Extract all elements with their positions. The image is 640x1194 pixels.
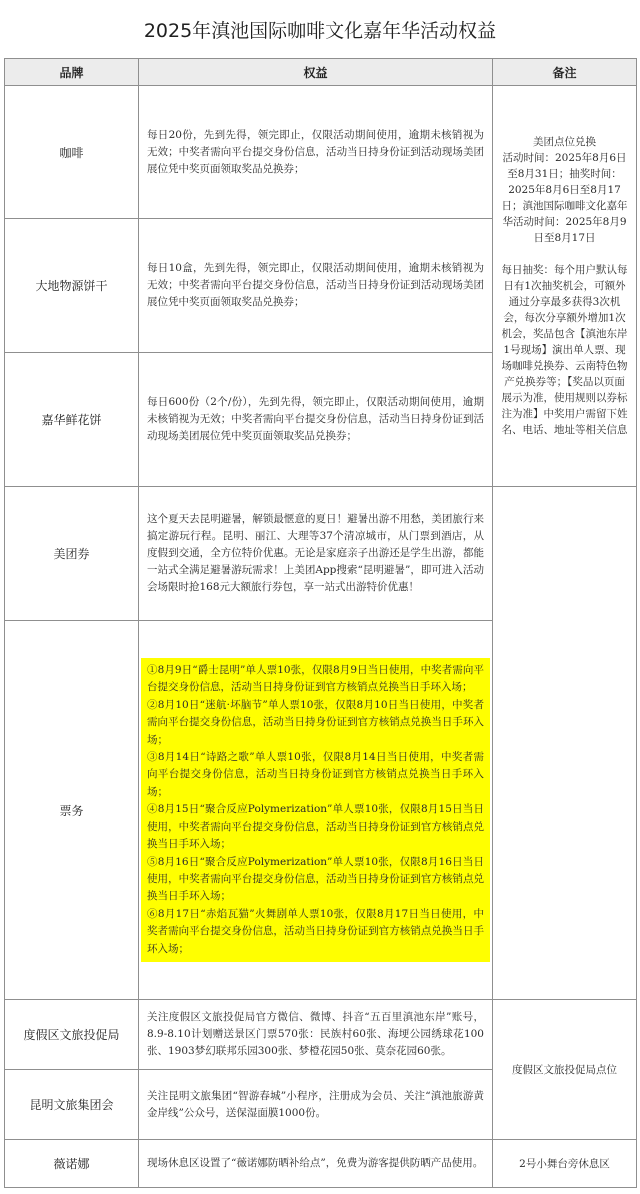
brand-column-header: 品牌 (5, 59, 139, 86)
benefit-cell (139, 621, 493, 1000)
brand-cell: 度假区文旅投促局 (5, 1000, 139, 1070)
note-cell-meituan (493, 86, 637, 487)
note-column-header: 备注 (493, 59, 637, 86)
benefit-cell: 这个夏天去昆明避暑，解锁最惬意的夏日！避暑出游不用愁，美团旅行来搞定游玩行程。昆明、丽江、大理等37个清凉城市，从门票到酒店，从度假到交通，全方位特价优惠。无论是家庭亲子出游还是学生出游，都能一站式全满足避暑游玩需求！上美团App搜索“昆明避暑”，即可进入活动会场限时抢168元大额旅行券包，享一站式出游特价优惠！ (139, 487, 493, 621)
benefit-cell: 每日10盒，先到先得，领完即止，仅限活动期间使用，逾期未核销视为无效；中奖者需向平台提交身份信息，活动当日持身份证到活动现场美团展位凭中奖页面领取奖品兑换券； (139, 219, 493, 353)
table-row (5, 1140, 637, 1188)
brand-cell: 美团券 (5, 487, 139, 621)
benefit-cell: 关注昆明文旅集团“智游春城”小程序，注册成为会员、关注“滇池旅游黄金岸线”公众号，送保湿面膜1000份。 (139, 1070, 493, 1140)
benefit-column-header: 权益 (139, 59, 493, 86)
ticket-item: ③8月14日“诗路之歌”单人票10张，仅限8月14日当日使用，中奖者需向平台提交身份信息，活动当日持身份证到官方核销点兑换当日手环入场； (147, 751, 484, 798)
benefits-table (4, 58, 637, 1188)
brand-cell: 票务 (5, 621, 139, 1000)
ticket-item: ⑤8月16日“聚合反应Polymerization”单人票10张，仅限8月16日当日使用，中奖者需向平台提交身份信息，活动当日持身份证到官方核销点兑换当日手环入场； (147, 855, 484, 903)
brand-cell: 咖啡 (5, 86, 139, 219)
note-cell-resort: 度假区文旅投促局点位 (493, 1000, 637, 1140)
ticket-highlight-box (141, 658, 490, 962)
table-row (5, 86, 637, 219)
brand-cell: 薇诺娜 (5, 1140, 139, 1188)
table-row (5, 1000, 637, 1070)
brand-cell: 嘉华鲜花饼 (5, 353, 139, 487)
benefit-cell: 每日600份（2个/份），先到先得，领完即止，仅限活动期间使用，逾期未核销视为无效；中奖者需向平台提交身份信息，活动当日持身份证到活动现场美团展位凭中奖页面领取奖品兑换券； (139, 353, 493, 487)
ticket-item: ④8月15日“聚合反应Polymerization”单人票10张，仅限8月15日当日使用，中奖者需向平台提交身份信息，活动当日持身份证到官方核销点兑换当日手环入场； (147, 803, 484, 851)
ticket-item: ⑥8月17日“赤焰瓦猫”火舞剧单人票10张，仅限8月17日当日使用，中奖者需向平台提交身份信息，活动当日持身份证到官方核销点兑换当日手环入场； (147, 907, 484, 955)
note-cell-empty (493, 487, 637, 1000)
page-title: 2025年滇池国际咖啡文化嘉年华活动权益 (143, 19, 497, 42)
benefit-cell: 关注度假区文旅投促局官方微信、微博、抖音“五百里滇池东岸”账号，8.9-8.10计划赠送景区门票570张：民族村60张、海埂公园绣球花100张、1903梦幻联邦乐园300张、梦橙花园50张、莫奈花园60张。 (139, 1000, 493, 1070)
note-text: 美团点位兑换 活动时间：2025年8月6日至8月31日；抽奖时间：2025年8月6日至8月17日；滇池国际咖啡文化嘉年华活动时间：2025年8月9日至8月17日 每日抽奖：每个用户默认每日有1次抽奖机会，可额外通过分享最多获得3次机会，每次分享额外增加1次机会，奖品包含【滇池东岸1号现场】演出单人票、现场咖啡兑换券、云南特色物产兑换券等；【奖品以页面展示为准，使用规则以券标注为准】中奖用户需留下姓名、电话、地址等相关信息 (501, 136, 628, 436)
table-header-row (5, 59, 637, 86)
benefit-cell: 现场休息区设置了“薇诺娜防晒补给点”，免费为游客提供防晒产品使用。 (139, 1140, 493, 1188)
brand-cell: 大地物源饼干 (5, 219, 139, 353)
note-cell-stage: 2号小舞台旁休息区 (493, 1140, 637, 1188)
brand-cell: 昆明文旅集团会 (5, 1070, 139, 1140)
table-row (5, 487, 637, 621)
ticket-item: ①8月9日“爵士昆明”单人票10张，仅限8月9日当日使用，中奖者需向平台提交身份信息，活动当日持身份证到官方核销点兑换当日手环入场； (147, 664, 484, 694)
ticket-item: ②8月10日“迷航·坏脑节”单人票10张，仅限8月10日当日使用，中奖者需向平台提交身份信息，活动当日持身份证到官方核销点兑换当日手环入场； (147, 698, 484, 746)
benefit-cell: 每日20份，先到先得，领完即止，仅限活动期间使用，逾期未核销视为无效；中奖者需向平台提交身份信息，活动当日持身份证到活动现场美团展位凭中奖页面领取奖品兑换券； (139, 86, 493, 219)
